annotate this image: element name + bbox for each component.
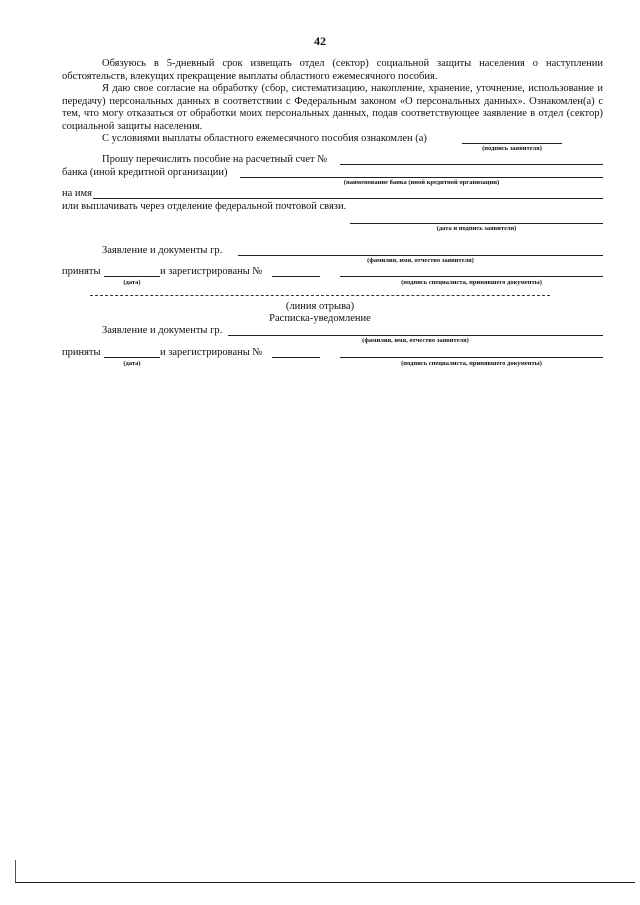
receipt-specialist-signature-caption: (подпись специалиста, принявшего документы) bbox=[401, 360, 542, 367]
date-signature-line[interactable] bbox=[350, 223, 603, 224]
applicant-signature-line[interactable] bbox=[462, 143, 562, 144]
receipt-registration-number-line[interactable] bbox=[272, 357, 320, 358]
receipt-applicant-fio-line[interactable] bbox=[228, 335, 603, 336]
receipt-registered-label: и зарегистрированы № bbox=[160, 347, 263, 358]
specialist-signature-caption: (подпись специалиста, принявшего документы) bbox=[401, 279, 542, 286]
transfer-request-text: Прошу перечислять пособие на расчетный счет № bbox=[102, 154, 328, 165]
scan-left-edge bbox=[15, 860, 16, 882]
receipt-docs-of-citizen-label: Заявление и документы гр. bbox=[102, 325, 223, 336]
receipt-title: Расписка-уведомление bbox=[269, 313, 371, 324]
date-caption: (дата) bbox=[123, 279, 141, 286]
conditions-acknowledged-text: С условиями выплаты областного ежемесячного пособия ознакомлен (а) bbox=[102, 133, 427, 144]
applicant-signature-caption: (подпись заявителя) bbox=[482, 145, 542, 152]
applicant-fio-line[interactable] bbox=[238, 255, 603, 256]
in-name-label: на имя bbox=[62, 188, 92, 199]
scan-bottom-edge bbox=[15, 882, 635, 883]
bank-name-line[interactable] bbox=[240, 177, 603, 178]
account-number-line[interactable] bbox=[340, 164, 603, 165]
receipt-date-caption: (дата) bbox=[123, 360, 141, 367]
bank-name-caption: (наименование банка (иной кредитной организации) bbox=[343, 179, 500, 186]
registered-label: и зарегистрированы № bbox=[160, 266, 263, 277]
accepted-label: приняты bbox=[62, 266, 101, 277]
date-signature-caption: (дата и подпись заявителя) bbox=[436, 225, 517, 232]
tear-line-label: (линия отрыва) bbox=[285, 301, 355, 312]
personal-data-consent-paragraph: Я даю свое согласие на обработку (сбор, систематизацию, накопление, хранение, уточнение, использование и передачу) персональных данных в соответствии с Федеральным законом «О персональных данных». Ознакомлен(а) с тем, что могу отказаться от обработки моих персональных данных, подав соответствующее заявление в отдел (сектор) социальной защиты населения. bbox=[62, 83, 603, 132]
tear-line bbox=[90, 295, 550, 296]
applicant-fio-caption: (фамилия, имя, отчество заявителя) bbox=[367, 257, 474, 264]
specialist-signature-line[interactable] bbox=[340, 276, 603, 277]
docs-of-citizen-label: Заявление и документы гр. bbox=[102, 245, 223, 256]
receipt-specialist-signature-line[interactable] bbox=[340, 357, 603, 358]
receipt-applicant-fio-caption: (фамилия, имя, отчество заявителя) bbox=[362, 337, 469, 344]
receipt-accepted-label: приняты bbox=[62, 347, 101, 358]
registration-number-line[interactable] bbox=[272, 276, 320, 277]
receipt-accepted-date-line[interactable] bbox=[104, 357, 160, 358]
post-office-option-text: или выплачивать через отделение федеральной почтовой связи. bbox=[62, 201, 347, 212]
in-name-line[interactable] bbox=[93, 198, 603, 199]
bank-label: банка (иной кредитной организации) bbox=[62, 167, 228, 178]
accepted-date-line[interactable] bbox=[104, 276, 160, 277]
notification-obligation-paragraph: Обязуюсь в 5-дневный срок извещать отдел (сектор) социальной защиты населения о наступлении обстоятельств, влекущих прекращение выплаты областного ежемесячного пособия. bbox=[62, 58, 603, 82]
page-number: 42 bbox=[314, 34, 326, 48]
